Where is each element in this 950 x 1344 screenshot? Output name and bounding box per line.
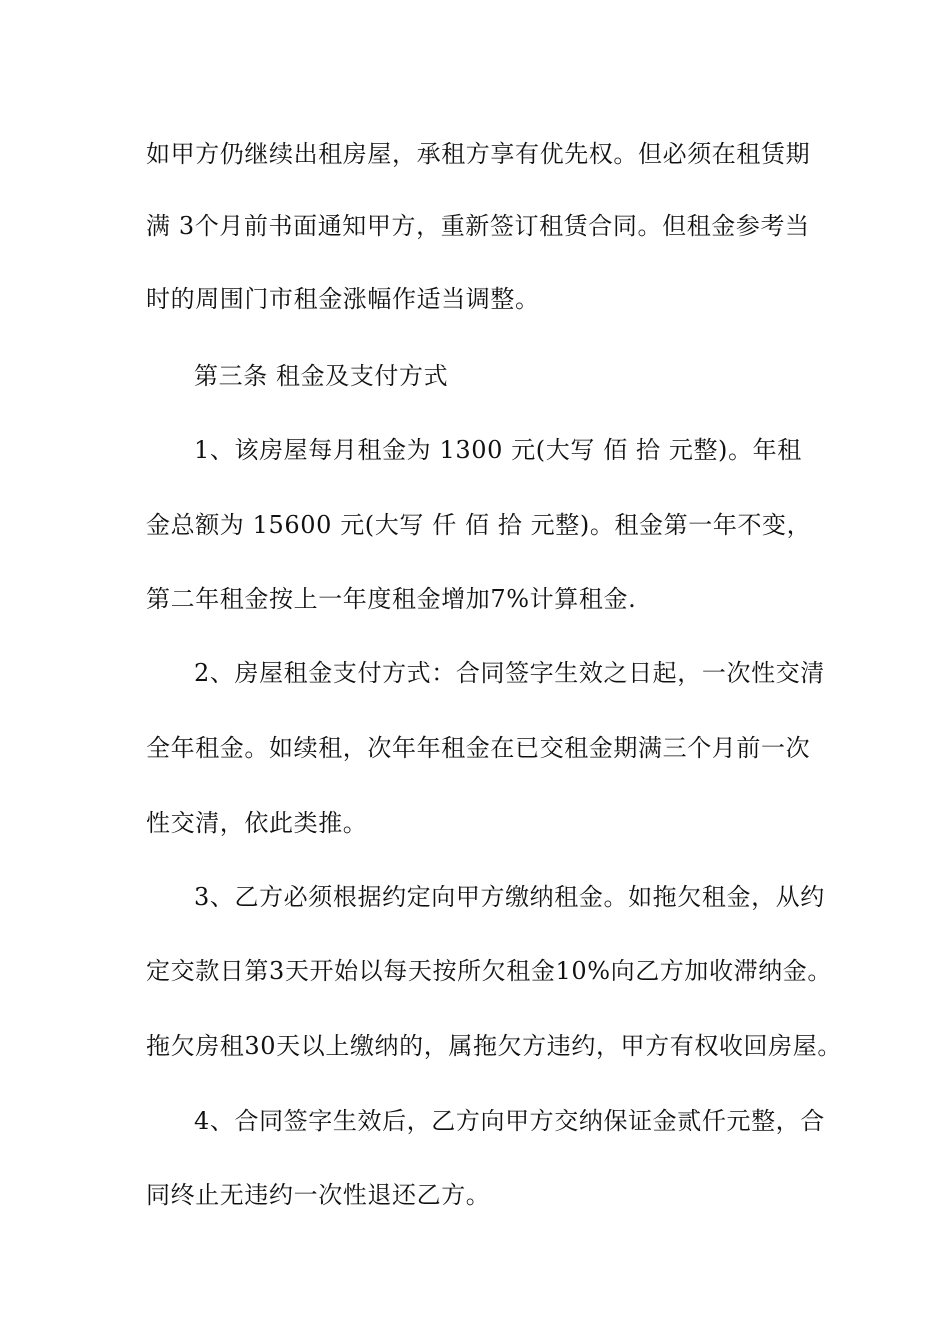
paragraph-line: 全年租金。如续租，次年年租金在已交租金期满三个月前一次 [146,734,811,762]
paragraph-line: 同终止无违约一次性退还乙方。 [146,1181,491,1209]
paragraph-line: 4、合同签字生效后，乙方向甲方交纳保证金贰仟元整，合 [194,1107,825,1135]
paragraph-line: 性交清，依此类推。 [146,809,368,837]
paragraph-line: 时的周围门市租金涨幅作适当调整。 [146,285,540,313]
paragraph-line: 3、乙方必须根据约定向甲方缴纳租金。如拖欠租金，从约 [194,883,825,911]
paragraph-line: 满 3个月前书面通知甲方，重新签订租赁合同。但租金参考当 [146,212,810,240]
paragraph-line: 定交款日第3天开始以每天按所欠租金10%向乙方加收滞纳金。 [146,957,833,985]
paragraph-line: 第二年租金按上一年度租金增加7%计算租金. [146,585,637,613]
section-heading: 第三条 租金及支付方式 [194,362,449,390]
paragraph-line: 如甲方仍继续出租房屋，承租方享有优先权。但必须在租赁期 [146,140,811,168]
paragraph-line: 2、房屋租金支付方式：合同签字生效之日起，一次性交清 [194,659,825,687]
paragraph-line: 1、该房屋每月租金为 1300 元(大写 佰 拾 元整)。年租 [194,436,802,464]
paragraph-line: 金总额为 15600 元(大写 仟 佰 拾 元整)。租金第一年不变， [146,511,812,539]
paragraph-line: 拖欠房租30天以上缴纳的，属拖欠方违约，甲方有权收回房屋。 [146,1032,842,1060]
